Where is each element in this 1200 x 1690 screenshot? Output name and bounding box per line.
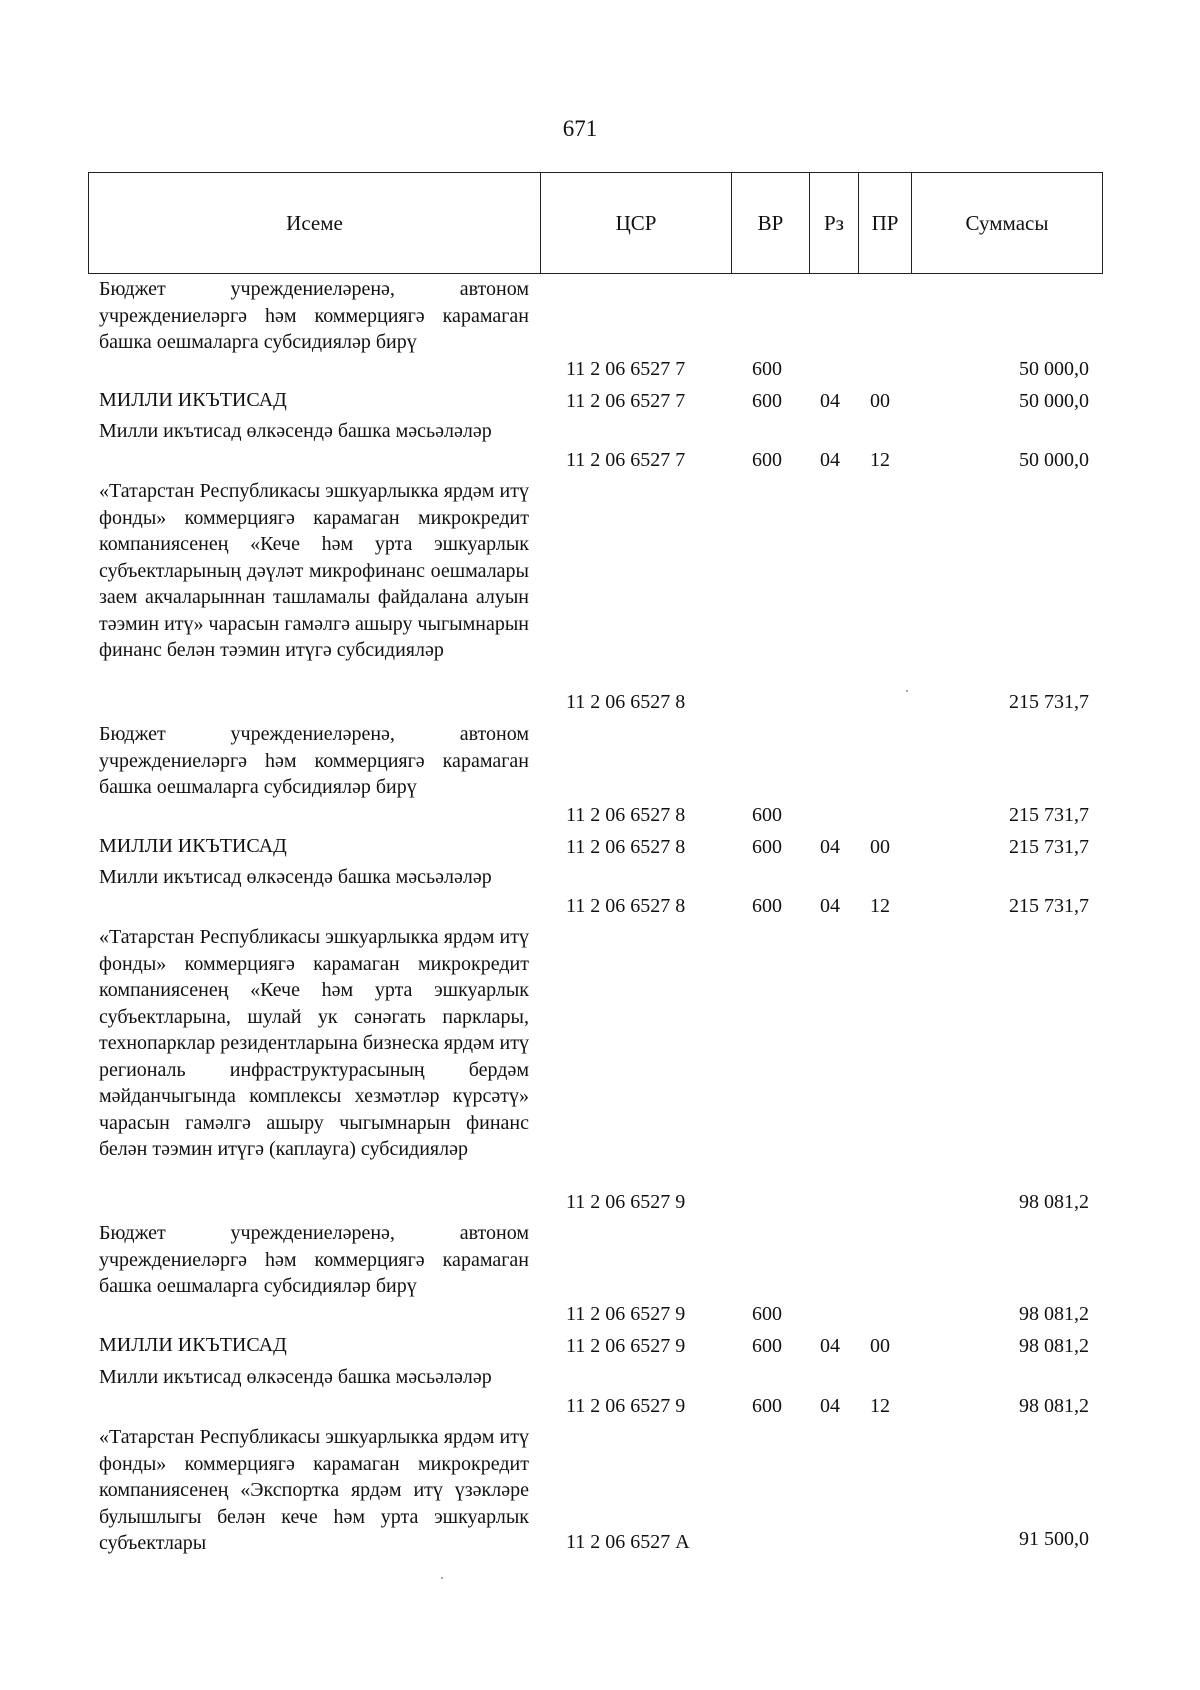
row-sum: 215 731,7 (1009, 803, 1089, 826)
row-vr: 600 (752, 894, 782, 917)
header-rz: Рз (810, 173, 859, 274)
row-csr: 11 2 06 6527 7 (566, 357, 686, 380)
row-vr: 600 (752, 389, 782, 412)
row-sum: 50 000,0 (1019, 448, 1089, 471)
row-pr: 12 (870, 448, 890, 471)
row-csr: 11 2 06 6527 9 (566, 1190, 686, 1213)
row-pr: 00 (870, 389, 890, 412)
row-name: «Татарстан Республикасы эшкуарлыкка ярдәм итү фонды» коммерциягә карамаган микрокредит компаниясенең «Кече һәм урта эшкуарлык субъектларына, шулай ук сәнәгать парклары, технопарклар резидентларына бизнеска ярдәм итү региональ инфраструктурасының бердәм мәйданчыгында комплексы хезмәтләр күрсәтү» чарасын гамәлгә ашыру чыгымнарын финанс белән тәэмин итүгә (каплауга) субсидияләр (99, 926, 529, 1160)
row-pr: 12 (870, 1394, 890, 1417)
row-name: МИЛЛИ ИКЪТИСАД (99, 389, 287, 411)
header-vr: ВР (732, 173, 810, 274)
row-vr: 600 (752, 448, 782, 471)
row-name: «Татарстан Республикасы эшкуарлыкка ярдәм итү фонды» коммерциягә карамаган микрокредит компаниясенең «Кече һәм урта эшкуарлык субъектларының дәүләт микрофинанс оешмалары заем акчаларыннан ташламалы файдалана алуын тәэмин итү» чарасын гамәлгә ашыру чыгымнарын финанс белән тәэмин итүгә субсидияләр (99, 480, 529, 661)
row-rz: 04 (820, 1334, 840, 1357)
table-row (0, 384, 1200, 414)
row-name: «Татарстан Республикасы эшкуарлыкка ярдәм итү фонды» коммерциягә карамаган микрокредит компаниясенең «Экспортка ярдәм итү үзәкләре булышлыгы белән кече һәм урта эшкуарлык субъектлары (99, 1426, 529, 1554)
row-sum: 98 081,2 (1019, 1394, 1089, 1417)
row-name: МИЛЛИ ИКЪТИСАД (99, 835, 287, 857)
row-vr: 600 (752, 803, 782, 826)
header-sum: Суммасы (912, 173, 1103, 274)
table-row (0, 1364, 1200, 1419)
row-name: Милли икътисад өлкәсендә башка мәсьәләләр (99, 1366, 492, 1388)
row-csr: 11 2 06 6527 А (566, 1530, 690, 1553)
table-row (0, 1424, 1200, 1558)
table-row (0, 1220, 1200, 1327)
row-sum: 50 000,0 (1019, 357, 1089, 380)
table-row (0, 418, 1200, 473)
row-name: МИЛЛИ ИКЪТИСАД (99, 1334, 287, 1356)
row-vr: 600 (752, 1302, 782, 1325)
row-name: Бюджет учреждениеләренә, автоном учреждениеләргә һәм коммерциягә карамаган башка оешмаларга субсидияләр бирү (99, 278, 529, 353)
header-csr: ЦСР (541, 173, 732, 274)
row-sum: 215 731,7 (1009, 690, 1089, 713)
table-row (0, 276, 1200, 382)
row-name: Бюджет учреждениеләренә, автоном учреждениеләргә һәм коммерциягә карамаган башка оешмаларга субсидияләр бирү (99, 723, 529, 798)
table-row (0, 721, 1200, 828)
row-vr: 600 (752, 1334, 782, 1357)
row-sum: 50 000,0 (1019, 389, 1089, 412)
row-pr: 00 (870, 835, 890, 858)
row-name: Милли икътисад өлкәсендә башка мәсьәләләр (99, 866, 492, 888)
table-row (0, 478, 1200, 715)
row-csr: 11 2 06 6527 8 (566, 690, 686, 713)
row-rz: 04 (820, 448, 840, 471)
row-vr: 600 (752, 835, 782, 858)
row-pr: 12 (870, 894, 890, 917)
table-row (0, 830, 1200, 860)
scan-speck (441, 1577, 443, 1579)
table-row (0, 1328, 1200, 1359)
row-rz: 04 (820, 894, 840, 917)
scan-speck (906, 690, 908, 692)
row-sum: 98 081,2 (1019, 1334, 1089, 1357)
row-csr: 11 2 06 6527 8 (566, 803, 686, 826)
header-pr: ПР (859, 173, 912, 274)
row-rz: 04 (820, 389, 840, 412)
row-csr: 11 2 06 6527 9 (566, 1302, 686, 1325)
page-number: 671 (562, 116, 598, 141)
row-csr: 11 2 06 6527 9 (566, 1334, 686, 1357)
table-header (88, 172, 1103, 274)
row-sum: 91 500,0 (1019, 1527, 1089, 1550)
row-vr: 600 (752, 1394, 782, 1417)
row-csr: 11 2 06 6527 9 (566, 1394, 686, 1417)
row-csr: 11 2 06 6527 8 (566, 894, 686, 917)
row-rz: 04 (820, 1394, 840, 1417)
row-name: Милли икътисад өлкәсендә башка мәсьәләләр (99, 420, 492, 442)
header-name: Исеме (89, 173, 541, 274)
table-row (0, 924, 1200, 1215)
row-pr: 00 (870, 1334, 890, 1357)
row-csr: 11 2 06 6527 7 (566, 448, 686, 471)
table-row (0, 864, 1200, 919)
row-rz: 04 (820, 835, 840, 858)
row-vr: 600 (752, 357, 782, 380)
row-sum: 98 081,2 (1019, 1302, 1089, 1325)
row-csr: 11 2 06 6527 7 (566, 389, 686, 412)
row-sum: 98 081,2 (1019, 1190, 1089, 1213)
row-sum: 215 731,7 (1009, 894, 1089, 917)
row-name: Бюджет учреждениеләренә, автоном учреждениеләргә һәм коммерциягә карамаган башка оешмаларга субсидияләр бирү (99, 1222, 529, 1297)
row-csr: 11 2 06 6527 8 (566, 835, 686, 858)
row-sum: 215 731,7 (1009, 835, 1089, 858)
